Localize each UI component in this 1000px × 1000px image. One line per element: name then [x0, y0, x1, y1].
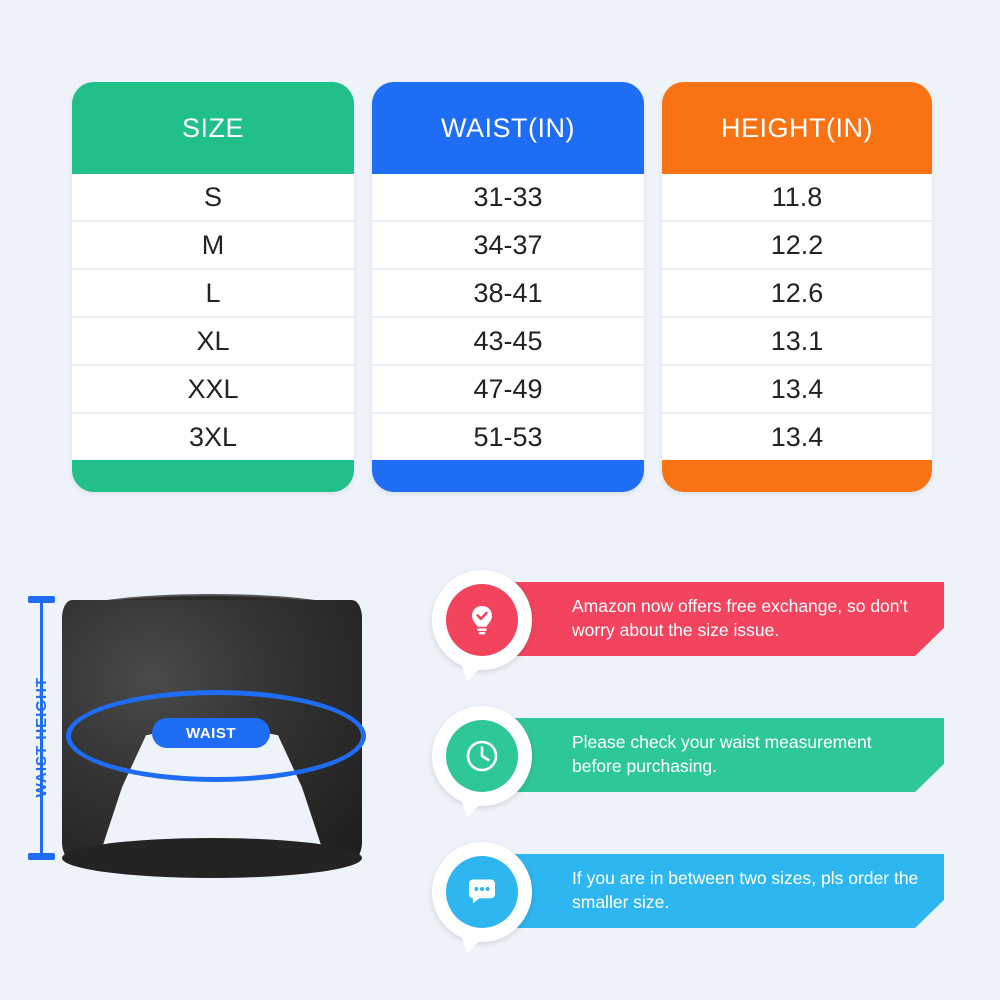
table-cell: 34-37	[372, 222, 644, 270]
note-text: Please check your waist measurement before purchasing.	[572, 732, 872, 776]
waist-label: WAIST	[152, 718, 270, 748]
table-cell: 11.8	[662, 174, 932, 222]
lightbulb-icon	[446, 584, 518, 656]
column-header-size: SIZE	[181, 112, 244, 143]
notes-section	[432, 556, 978, 976]
table-cell: 13.4	[662, 414, 932, 460]
table-cell: 43-45	[372, 318, 644, 366]
size-column-body	[72, 174, 354, 492]
size-column	[72, 82, 354, 492]
note-badge	[432, 570, 532, 670]
chat-bubble-icon	[446, 856, 518, 928]
table-cell: 12.2	[662, 222, 932, 270]
note-badge	[432, 706, 532, 806]
size-chart-table	[72, 82, 932, 492]
table-cell: M	[72, 222, 354, 270]
table-cell: S	[72, 174, 354, 222]
column-header-height: HEIGHT(IN)	[721, 112, 873, 143]
waist-height-label	[28, 612, 54, 862]
waist-column	[372, 82, 644, 492]
table-cell: 3XL	[72, 414, 354, 460]
table-cell: 51-53	[372, 414, 644, 460]
column-header-waist: WAIST(IN)	[441, 112, 575, 143]
note-item	[432, 570, 944, 666]
note-item	[432, 842, 944, 938]
table-cell: 13.1	[662, 318, 932, 366]
table-cell: 47-49	[372, 366, 644, 414]
belt-bottom-edge	[62, 838, 362, 878]
table-cell: 13.4	[662, 366, 932, 414]
note-text: Amazon now offers free exchange, so don't worry about the size issue.	[572, 596, 908, 640]
waist-height-label-text: WAIST HEIGHT	[32, 676, 50, 798]
height-column-body	[662, 174, 932, 492]
note-text: If you are in between two sizes, pls order the smaller size.	[572, 868, 919, 912]
table-cell: 12.6	[662, 270, 932, 318]
clock-icon	[446, 720, 518, 792]
note-item	[432, 706, 944, 802]
note-badge	[432, 842, 532, 942]
height-column	[662, 82, 932, 492]
table-cell: XL	[72, 318, 354, 366]
waist-column-body	[372, 174, 644, 492]
table-cell: 31-33	[372, 174, 644, 222]
table-cell: XXL	[72, 366, 354, 414]
table-cell: 38-41	[372, 270, 644, 318]
table-cell: L	[72, 270, 354, 318]
